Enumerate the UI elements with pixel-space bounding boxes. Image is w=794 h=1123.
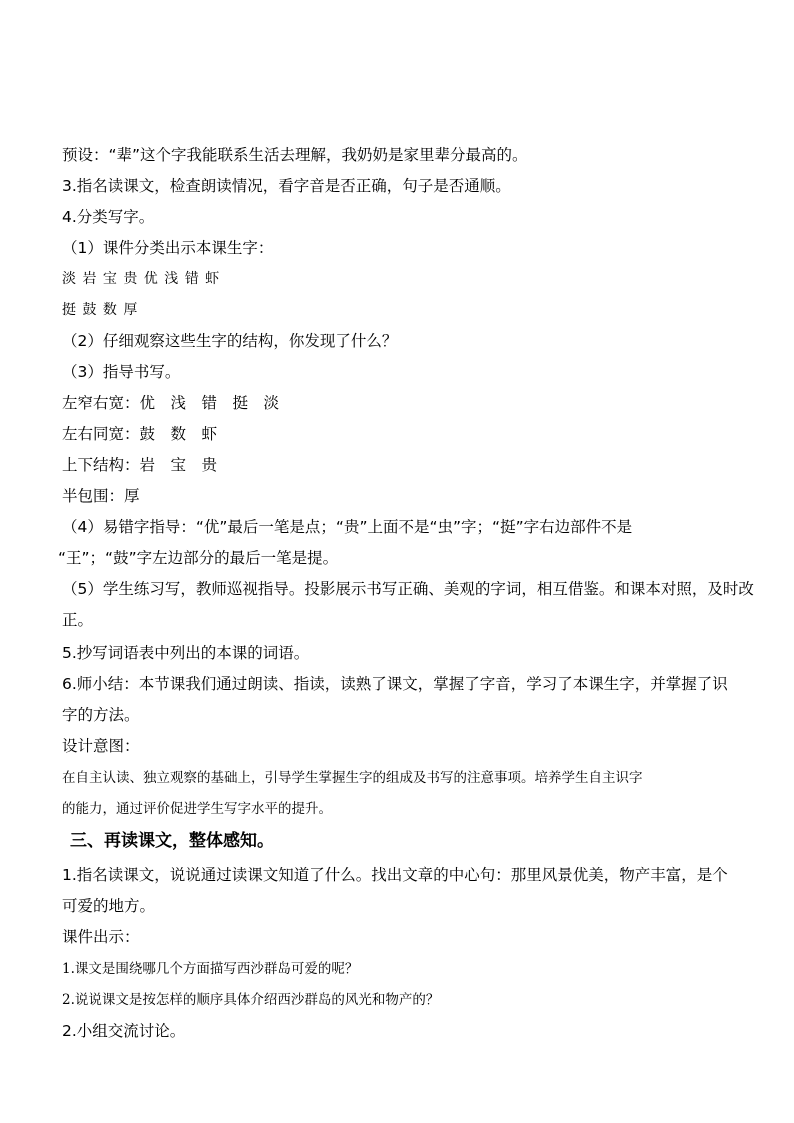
courseware-question-1: 1.课文是围绕哪几个方面描写西沙群岛可爱的呢？ [62, 961, 359, 977]
section-heading-3: 三、再读课文，整体感知。 [70, 831, 274, 851]
char-list-row-1: 淡 岩 宝 贵 优 浅 错 虾 [62, 271, 221, 287]
paragraph-substep-2: （2）仔细观察这些生字的结构，你发现了什么？ [62, 332, 398, 350]
paragraph-step-4: 4.分类写字。 [62, 208, 155, 226]
paragraph-reread-line-2: 可爱的地方。 [62, 897, 156, 915]
paragraph-reread-line-1: 1.指名读课文，说说通过读课文知道了什么。找出文章的中心句：那里风景优美，物产丰富，是个 [62, 866, 728, 884]
courseware-label: 课件出示： [62, 928, 140, 946]
paragraph-substep-3: （3）指导书写。 [62, 363, 181, 381]
structure-equal-width: 左右同宽：鼓 数 虾 [62, 425, 218, 443]
paragraph-substep-1: （1）课件分类出示本课生字： [62, 239, 274, 257]
design-intent-label: 设计意图： [62, 737, 140, 755]
courseware-question-2: 2.说说课文是按怎样的顺序具体介绍西沙群岛的风光和物产的？ [62, 992, 440, 1008]
structure-half-enclosed: 半包围：厚 [62, 487, 140, 505]
paragraph-substep-5-line-2: 正。 [62, 611, 94, 629]
paragraph-substep-4-line-2: “王”；“鼓”字左边部分的最后一笔是提。 [58, 549, 339, 567]
paragraph-preset: 预设：“辈”这个字我能联系生活去理解，我奶奶是家里辈分最高的。 [62, 146, 528, 164]
paragraph-substep-4-line-1: （4）易错字指导：“优”最后一笔是点；“贵”上面不是“虫”字；“挺”字右边部件不是 [62, 518, 633, 536]
paragraph-substep-5-line-1: （5）学生练习写，教师巡视指导。投影展示书写正确、美观的字词，相互借鉴。和课本对照，及时改 [62, 580, 754, 598]
paragraph-step-6-line-1: 6.师小结：本节课我们通过朗读、指读，读熟了课文，掌握了字音，学习了本课生字，并掌握了识 [62, 675, 728, 693]
design-intent-line-1: 在自主认读、独立观察的基础上，引导学生掌握生字的组成及书写的注意事项。培养学生自主识字 [62, 770, 643, 786]
paragraph-step-5: 5.抄写词语表中列出的本课的词语。 [62, 644, 310, 662]
paragraph-step-3: 3.指名读课文，检查朗读情况，看字音是否正确，句子是否通顺。 [62, 177, 511, 195]
structure-top-bottom: 上下结构：岩 宝 贵 [62, 456, 218, 474]
design-intent-line-2: 的能力，通过评价促进学生写字水平的提升。 [62, 801, 332, 817]
char-list-row-2: 挺 鼓 数 厚 [62, 302, 139, 318]
structure-left-narrow: 左窄右宽：优 浅 错 挺 淡 [62, 394, 280, 412]
paragraph-group-discussion: 2.小组交流讨论。 [62, 1022, 186, 1040]
paragraph-step-6-line-2: 字的方法。 [62, 706, 140, 724]
